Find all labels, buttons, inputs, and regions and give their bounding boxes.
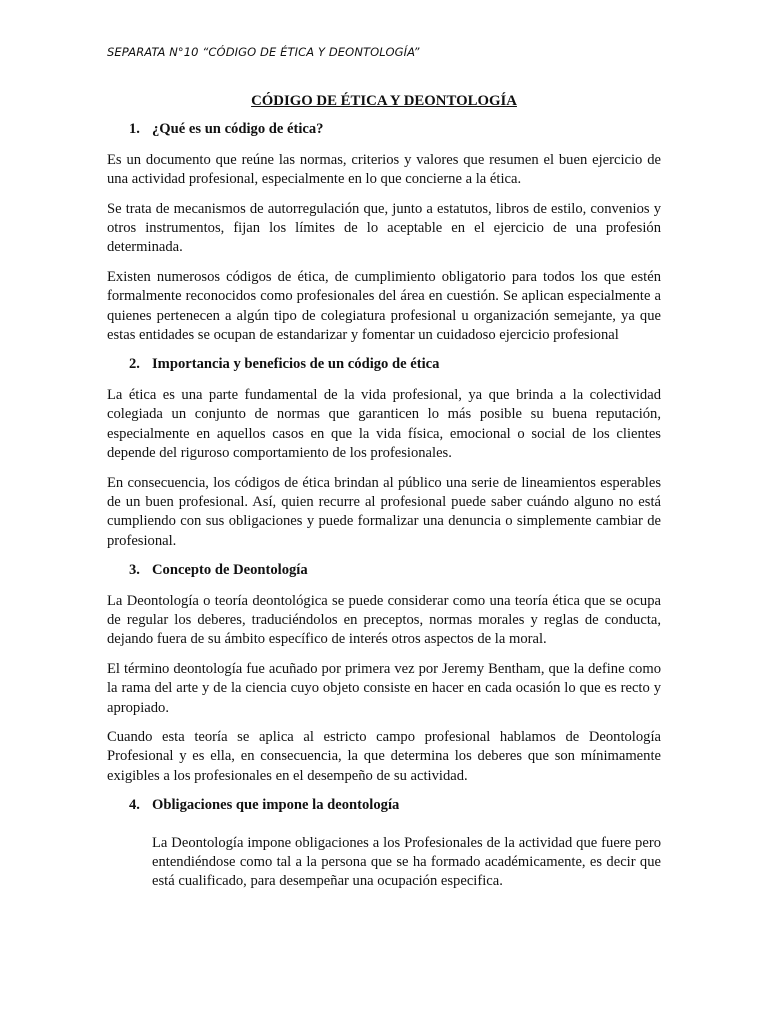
paragraph: En consecuencia, los códigos de ética brindan al público una serie de lineamientos esperables de un buen profesional. Así, quien recurre al profesional puede saber cuándo alguno no está cumpliendo con sus obligaciones y puede formalizar una denuncia o simplemente cambiar de profesional. bbox=[107, 474, 661, 549]
paragraph: La Deontología o teoría deontológica se puede considerar como una teoría ética que se ocupa de regular los deberes, traduciéndolos en preceptos, normas morales y reglas de conducta, dejando fuera de su ámbito específico de interés otros aspectos de la moral. bbox=[107, 592, 661, 648]
section-heading bbox=[107, 120, 661, 139]
section-number: 2. bbox=[129, 356, 140, 373]
document-title: CÓDIGO DE ÉTICA Y DEONTOLOGÍA bbox=[251, 93, 517, 109]
section-number: 1. bbox=[129, 121, 140, 138]
section-heading bbox=[107, 355, 661, 374]
section-heading bbox=[107, 561, 661, 580]
section-number: 4. bbox=[129, 797, 140, 814]
section-title: Concepto de Deontología bbox=[152, 562, 308, 579]
paragraph: La ética es una parte fundamental de la vida profesional, ya que brinda a la colectividad colegiada un conjunto de normas que garanticen lo más posible su buena reputación, especialmente en aquellos casos en que la vida física, emocional o social de los clientes depende del riguroso comportamiento de los profesionales. bbox=[107, 386, 661, 462]
paragraph: El término deontología fue acuñado por primera vez por Jeremy Bentham, que la define como la rama del arte y de la ciencia cuyo objeto consiste en hacer en cada ocasión lo que es recto y apropiado. bbox=[107, 660, 661, 716]
paragraph: Se trata de mecanismos de autorregulación que, junto a estatutos, libros de estilo, convenios y otros instrumentos, fijan los límites de lo aceptable en el ejercicio de una profesión determinada. bbox=[107, 200, 661, 256]
document-body bbox=[107, 92, 661, 902]
paragraph: Existen numerosos códigos de ética, de cumplimiento obligatorio para todos los que estén formalmente reconocidos como profesionales del área en cuestión. Se aplican especialmente a quienes pertenecen a algún tipo de colegiatura profesional u organización semejante, ya que estas entidades se ocupan de estandarizar y fomentar un cuidadoso ejercicio profesional bbox=[107, 268, 661, 344]
paragraph: La Deontología impone obligaciones a los Profesionales de la actividad que fuere pero entendiéndose como tal a la persona que se ha formado académicamente, es decir que está cualificado, para desempeñar una ocupación especifica. bbox=[152, 834, 661, 890]
section-number: 3. bbox=[129, 562, 140, 579]
section-title: Obligaciones que impone la deontología bbox=[152, 797, 400, 814]
section-title: ¿Qué es un código de ética? bbox=[152, 121, 324, 138]
paragraph: Cuando esta teoría se aplica al estricto campo profesional hablamos de Deontología Profesional y es ella, en consecuencia, la que determina los deberes que son mínimamente exigibles a los profesionales en el desempeño de su actividad. bbox=[107, 728, 661, 784]
paragraph: Es un documento que reúne las normas, criterios y valores que resumen el buen ejercicio de una actividad profesional, especialmente en lo que concierne a la ética. bbox=[107, 151, 661, 188]
page-header: SEPARATA N°10 “CÓDIGO DE ÉTICA Y DEONTOLOGÍA” bbox=[107, 45, 420, 59]
section-heading bbox=[107, 796, 661, 815]
section-title: Importancia y beneficios de un código de ética bbox=[152, 356, 440, 373]
